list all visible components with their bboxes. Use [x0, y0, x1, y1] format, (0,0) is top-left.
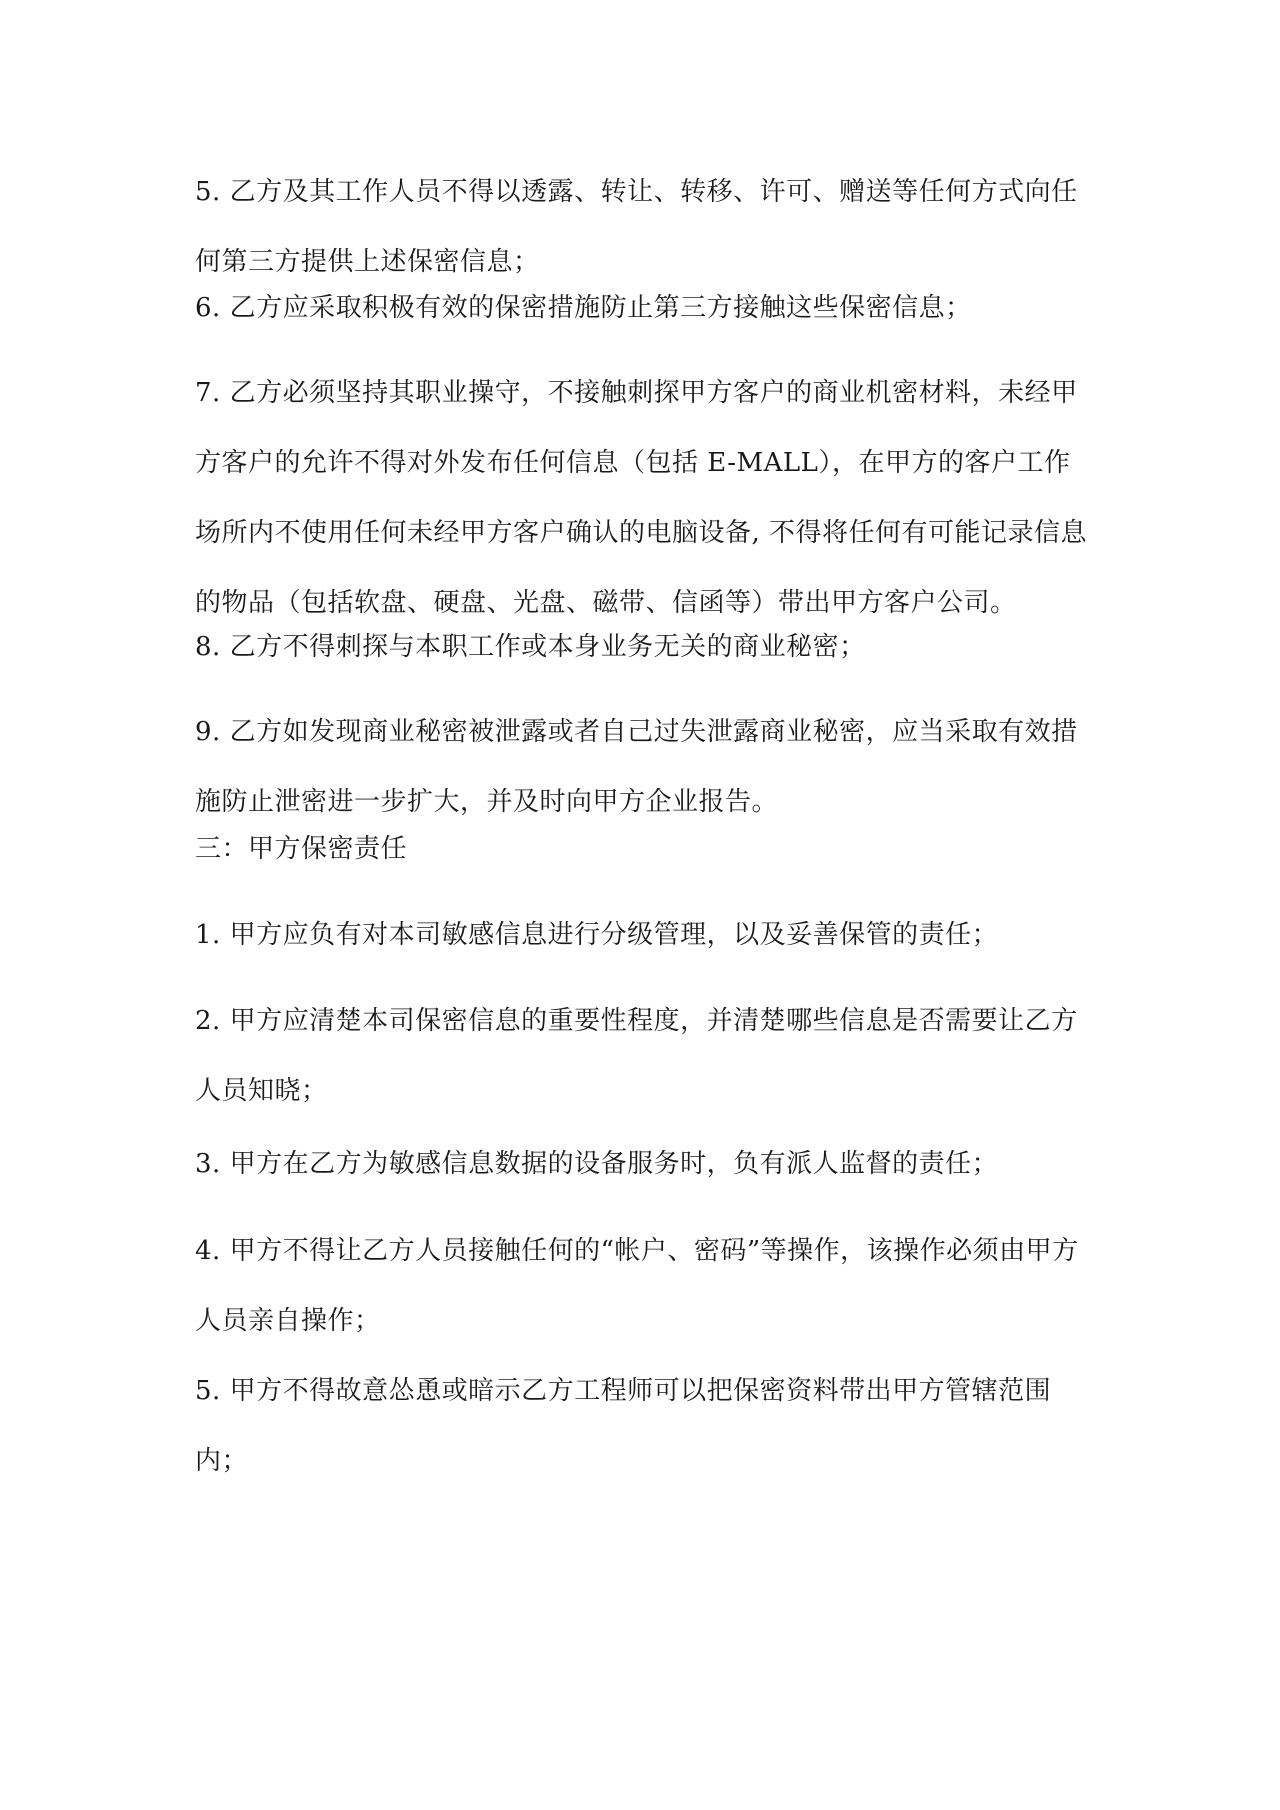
- paragraph-party-a-item-5: 5. 甲方不得故意怂恿或暗示乙方工程师可以把保密资料带出甲方管辖范围内；: [195, 1376, 1052, 1476]
- paragraph-item-7-professional-conduct: 7. 乙方必须坚持其职业操守，不接触刺探甲方客户的商业机密材料，未经甲方客户的允许不得对外发布任何信息（包括 E-MALL），在甲方的客户工作场所内不使用任何未经甲方客户确认的电脑设备, 不得将任何有可能记录信息的物品（包括软盘、硬盘、光盘、磁带、信函等）带出甲方客户公司。: [195, 378, 1088, 618]
- paragraph-party-a-item-1: 1. 甲方应负有对本司敏感信息进行分级管理，以及妥善保管的责任；: [195, 920, 999, 950]
- paragraph-party-a-item-2: 2. 甲方应清楚本司保密信息的重要性程度，并清楚哪些信息是否需要让乙方人员知晓；: [195, 1006, 1078, 1106]
- paragraph-item-9-leak-response: 9. 乙方如发现商业秘密被泄露或者自己过失泄露商业秘密，应当采取有效措施防止泄密进一步扩大，并及时向甲方企业报告。: [195, 717, 1078, 817]
- paragraph-item-8-no-prying: 8. 乙方不得刺探与本职工作或本身业务无关的商业秘密；: [195, 632, 866, 662]
- paragraph-party-a-item-3: 3. 甲方在乙方为敏感信息数据的设备服务时，负有派人监督的责任；: [195, 1149, 999, 1179]
- paragraph-item-6-protection-measures: 6. 乙方应采取积极有效的保密措施防止第三方接触这些保密信息；: [195, 293, 972, 323]
- section-heading-party-a-responsibility: 三：甲方保密责任: [195, 834, 408, 864]
- paragraph-item-5-confidentiality: 5. 乙方及其工作人员不得以透露、转让、转移、许可、赠送等任何方式向任何第三方提供上述保密信息；: [195, 177, 1078, 277]
- paragraph-party-a-item-4: 4. 甲方不得让乙方人员接触任何的“帐户、密码”等操作，该操作必须由甲方人员亲自操作；: [195, 1236, 1079, 1336]
